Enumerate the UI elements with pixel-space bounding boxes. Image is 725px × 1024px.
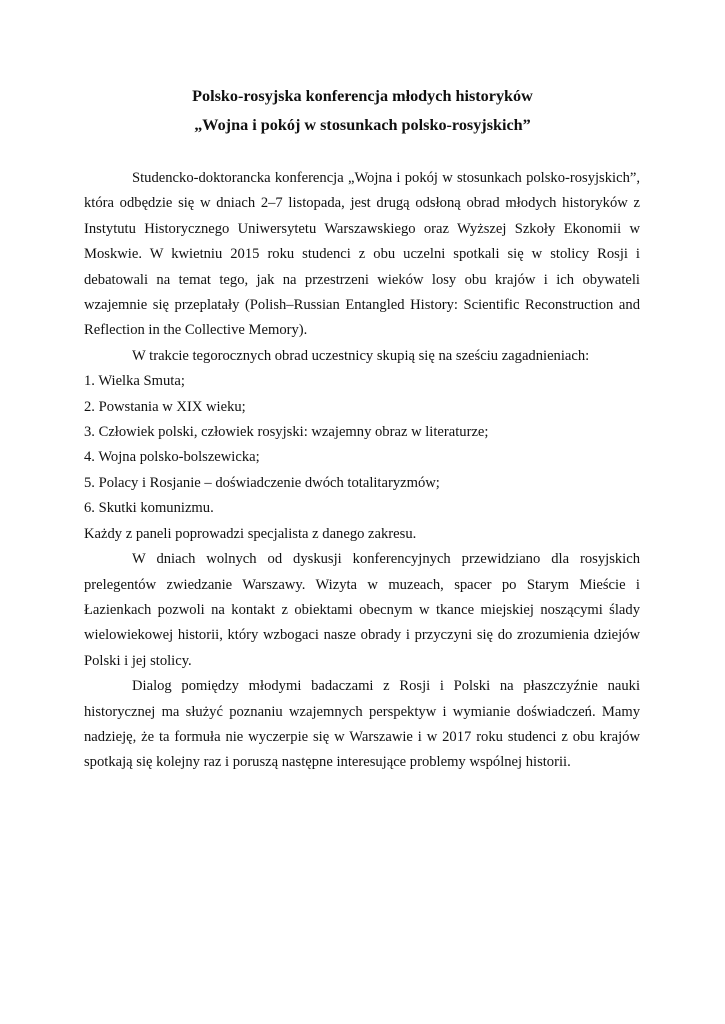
document-title bbox=[0, 82, 725, 140]
list-item: 2. Powstania w XIX wieku; bbox=[84, 398, 246, 415]
topics-list bbox=[84, 369, 640, 521]
document-body bbox=[84, 166, 640, 776]
visit-paragraph: W dniach wolnych od dyskusji konferencyjnych przewidziano dla rosyjskich prelegentów zwiedzanie Warszawy. Wizyta w muzeach, spacer po Starym Mieście i Łazienkach pozwoli na kontakt z obiektami obecnym w tkance miejskiej noszącymi ślady wielowiekowej historii, który wzbogaci nasze obrady i przyczyni się do zrozumienia dziejów Polski i jej stolicy. bbox=[84, 551, 640, 669]
list-item: 6. Skutki komunizmu. bbox=[84, 500, 214, 517]
list-item: 3. Człowiek polski, człowiek rosyjski: wzajemny obraz w literaturze; bbox=[84, 424, 489, 441]
title-line-1: Polsko-rosyjska konferencja młodych historyków bbox=[192, 87, 533, 105]
closing-paragraph: Dialog pomiędzy młodymi badaczami z Rosji i Polski na płaszczyźnie nauki historycznej ma służyć poznaniu wzajemnych perspektyw i wymianie doświadczeń. Mamy nadzieję, że ta formuła nie wyczerpie się w Warszawie i w 2017 roku studenci z obu krajów spotkają się kolejny raz i poruszą następne interesujące problemy wspólnej historii. bbox=[84, 678, 640, 771]
list-item: 4. Wojna polsko-bolszewicka; bbox=[84, 449, 260, 466]
topics-intro-paragraph: W trakcie tegorocznych obrad uczestnicy skupią się na sześciu zagadnieniach: bbox=[132, 347, 590, 364]
title-line-2: „Wojna i pokój w stosunkach polsko-rosyjskich” bbox=[194, 116, 531, 134]
panel-note: Każdy z paneli poprowadzi specjalista z danego zakresu. bbox=[84, 525, 417, 542]
intro-paragraph: Studencko-doktorancka konferencja „Wojna i pokój w stosunkach polsko-rosyjskich”, która odbędzie się w dniach 2–7 listopada, jest drugą odsłoną obrad młodych historyków z Instytutu Historycznego Uniwersytetu Warszawskiego oraz Wyższej Szkoły Ekonomii w Moskwie. W kwietniu 2015 roku studenci z obu uczelni spotkali się w stolicy Rosji i debatowali na temat tego, jak na przestrzeni wieków losy obu krajów i ich obywateli wzajemnie się przeplatały (Polish–Russian Entangled History: Scientific Reconstruction and Reflection in the Collective Memory). bbox=[84, 170, 640, 339]
list-item: 1. Wielka Smuta; bbox=[84, 373, 185, 390]
list-item: 5. Polacy i Rosjanie – doświadczenie dwóch totalitaryzmów; bbox=[84, 474, 440, 491]
